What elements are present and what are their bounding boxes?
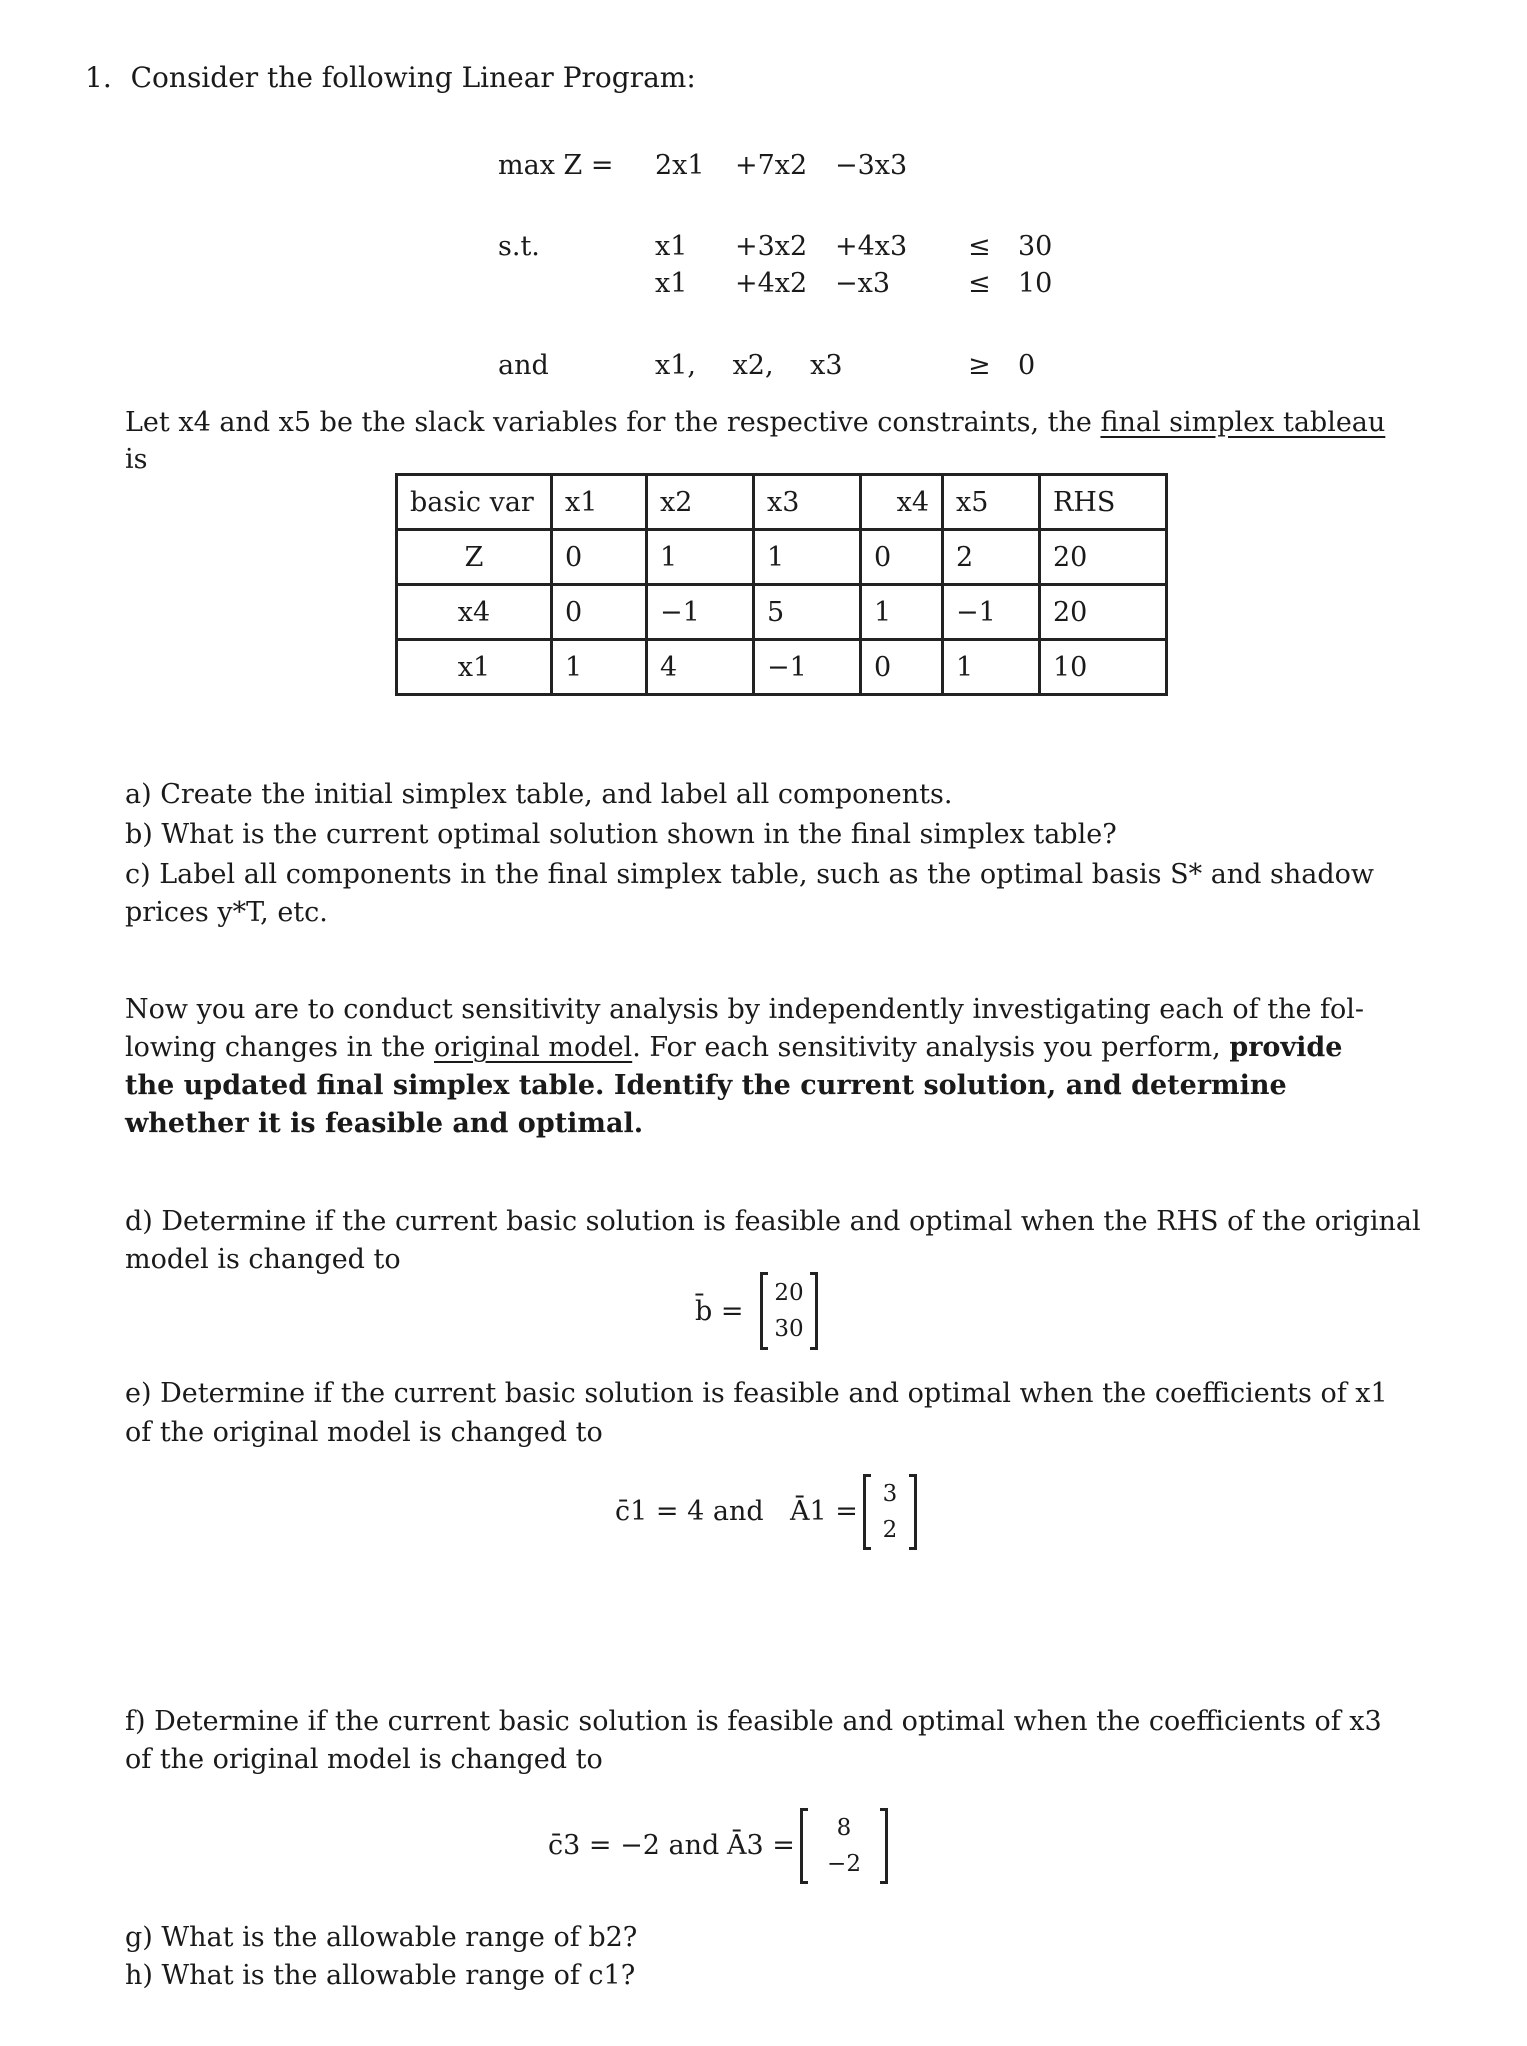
final-simplex-tableau xyxy=(395,473,1168,696)
tableau-header-row xyxy=(397,475,1167,530)
vector-entry: −2 xyxy=(827,1851,861,1877)
table-cell: −1 xyxy=(647,585,754,640)
question-e-line-2: of the original model is changed to xyxy=(125,1417,603,1448)
question-g: g) What is the allowable range of b2? xyxy=(125,1922,638,1953)
sensitivity-line-1: Now you are to conduct sensitivity analysis by independently investigating each of the fol- xyxy=(125,994,1365,1025)
original-model-underlined: original model xyxy=(434,1032,633,1063)
problem-heading xyxy=(85,58,696,98)
table-cell: 0 xyxy=(861,640,943,695)
table-cell: 2 xyxy=(943,530,1040,585)
sensitivity-line-4: whether it is feasible and optimal. xyxy=(125,1108,644,1139)
objective-term-1: 2x1 xyxy=(655,150,705,181)
table-cell: 1 xyxy=(754,530,861,585)
c1-term-3: +4x3 xyxy=(835,231,908,262)
header-cell: x4 xyxy=(861,475,943,530)
question-d-vector xyxy=(760,1272,818,1350)
question-f-line-1: f) Determine if the current basic solution is feasible and optimal when the coefficients of x3 xyxy=(125,1706,1382,1737)
basic-var-cell: x1 xyxy=(397,640,552,695)
header-cell: x3 xyxy=(754,475,861,530)
question-a: a) Create the initial simplex table, and label all components. xyxy=(125,779,953,810)
table-cell: 10 xyxy=(1040,640,1167,695)
table-cell: 1 xyxy=(647,530,754,585)
question-f-vector xyxy=(800,1808,888,1884)
table-cell: 4 xyxy=(647,640,754,695)
slack-sentence-text: Let x4 and x5 be the slack variables for the respective constraints, the xyxy=(125,407,1092,438)
objective-label: max Z = xyxy=(498,150,614,181)
question-b: b) What is the current optimal solution shown in the final simplex table? xyxy=(125,819,1117,850)
c1-relation: ≤ xyxy=(968,231,991,262)
question-e-a-label: Ā1 = xyxy=(790,1496,858,1527)
objective-term-3: −3x3 xyxy=(835,150,908,181)
vector-entry: 3 xyxy=(882,1481,898,1507)
basic-var-cell: Z xyxy=(397,530,552,585)
question-d-line-1: d) Determine if the current basic solution is feasible and optimal when the RHS of the original xyxy=(125,1206,1421,1237)
table-cell: 5 xyxy=(754,585,861,640)
sensitivity-line-2-rest: . For each sensitivity analysis you perform, xyxy=(632,1032,1221,1063)
header-cell: x1 xyxy=(552,475,647,530)
sensitivity-line-3: the updated final simplex table. Identify the current solution, and determine xyxy=(125,1070,1287,1101)
vector-entry: 8 xyxy=(836,1815,852,1841)
question-h: h) What is the allowable range of c1? xyxy=(125,1960,636,1991)
header-cell: x2 xyxy=(647,475,754,530)
header-cell: x5 xyxy=(943,475,1040,530)
sensitivity-line-2-text: lowing changes in the xyxy=(125,1032,426,1063)
question-f-line-2: of the original model is changed to xyxy=(125,1744,603,1775)
table-cell: 0 xyxy=(552,585,647,640)
table-cell: 1 xyxy=(943,640,1040,695)
question-d-lhs: b̄ = xyxy=(695,1296,744,1327)
slack-sentence-end: is xyxy=(125,444,148,475)
c2-rhs: 10 xyxy=(1018,268,1053,299)
table-row xyxy=(397,530,1167,585)
question-e-vector xyxy=(863,1474,917,1550)
c2-relation: ≤ xyxy=(968,268,991,299)
sensitivity-line-2 xyxy=(125,1028,1342,1068)
question-f-a-label: Ā3 = xyxy=(727,1830,795,1861)
table-cell: 1 xyxy=(861,585,943,640)
question-c-line-1: c) Label all components in the final simplex table, such as the optimal basis S* and shadow xyxy=(125,859,1375,890)
c1-rhs: 30 xyxy=(1018,231,1053,262)
and-label: and xyxy=(498,350,549,381)
c2-term-3: −x3 xyxy=(835,268,891,299)
c2-term-2: +4x2 xyxy=(735,268,808,299)
final-tableau-underlined: final simplex tableau xyxy=(1100,407,1386,438)
vector-entry: 30 xyxy=(774,1316,804,1342)
question-d-line-2: model is changed to xyxy=(125,1244,401,1275)
c1-term-1: x1 xyxy=(655,231,688,262)
c1-term-2: +3x2 xyxy=(735,231,808,262)
question-e-c-label: c̄1 = 4 and xyxy=(615,1496,764,1527)
question-c-line-2: prices y*T, etc. xyxy=(125,897,328,928)
table-cell: 20 xyxy=(1040,530,1167,585)
vector-entry: 20 xyxy=(774,1280,804,1306)
nonneg-rhs: 0 xyxy=(1018,350,1036,381)
problem-number: 1. xyxy=(85,61,112,94)
table-cell: 1 xyxy=(552,640,647,695)
nonneg-relation: ≥ xyxy=(968,350,991,381)
basic-var-cell: x4 xyxy=(397,585,552,640)
objective-term-2: +7x2 xyxy=(735,150,808,181)
sensitivity-line-2-bold: provide xyxy=(1229,1032,1343,1063)
table-cell: 20 xyxy=(1040,585,1167,640)
st-label: s.t. xyxy=(498,231,540,262)
table-cell: −1 xyxy=(754,640,861,695)
question-e-line-1: e) Determine if the current basic solution is feasible and optimal when the coefficients of x1 xyxy=(125,1378,1388,1409)
header-cell: basic var xyxy=(397,475,552,530)
question-f-c-label: c̄3 = −2 and xyxy=(548,1830,720,1861)
nonneg-vars: x1, x2, x3 xyxy=(655,350,843,381)
header-cell: RHS xyxy=(1040,475,1167,530)
table-row xyxy=(397,585,1167,640)
table-cell: 0 xyxy=(861,530,943,585)
problem-intro: Consider the following Linear Program: xyxy=(130,61,696,94)
vector-entry: 2 xyxy=(882,1517,898,1543)
table-row xyxy=(397,640,1167,695)
c2-term-1: x1 xyxy=(655,268,688,299)
table-cell: 0 xyxy=(552,530,647,585)
slack-sentence xyxy=(125,403,1385,443)
table-cell: −1 xyxy=(943,585,1040,640)
